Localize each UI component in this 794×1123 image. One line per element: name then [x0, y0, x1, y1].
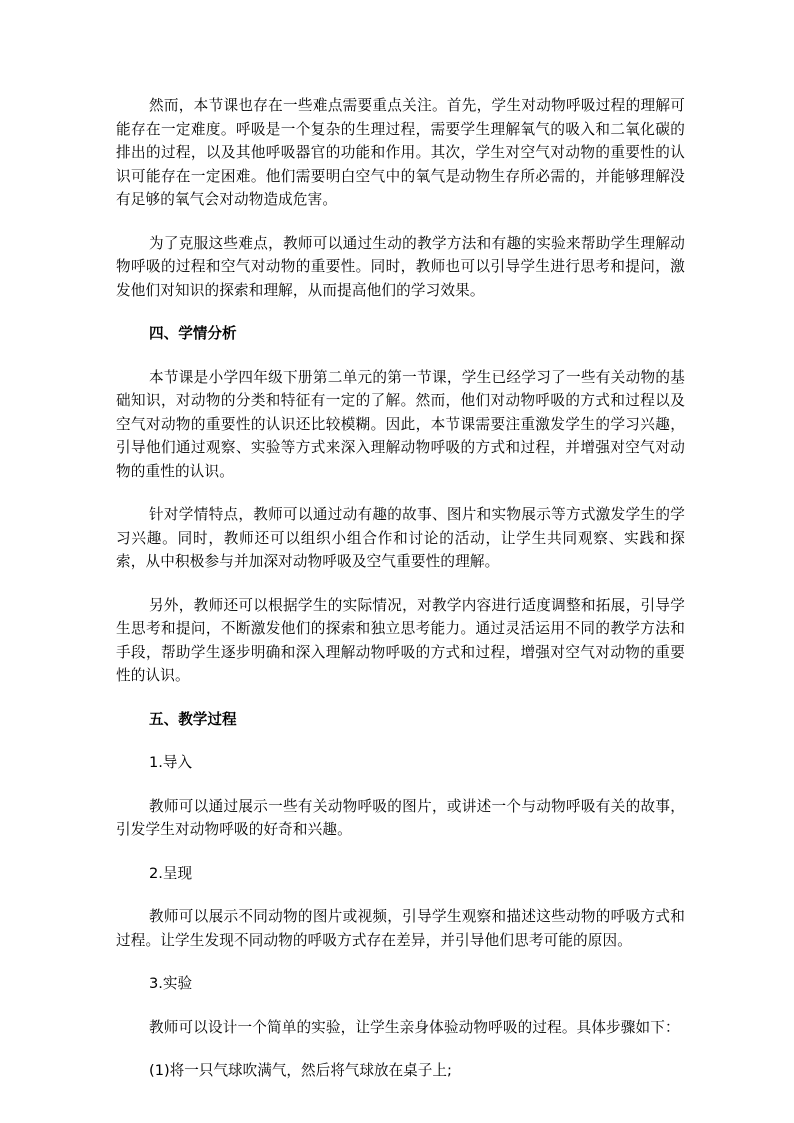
subheading-introduction: 1.导入 — [149, 754, 193, 771]
subheading-presentation: 2.呈现 — [149, 864, 193, 882]
subheading-experiment: 3.实验 — [149, 975, 193, 992]
paragraph-overcome-difficulties: 为了克服这些难点，教师可以通过生动的教学方法和有趣的实验来帮助学生理解动物呼吸的过程和空气对动物的重要性。同时，教师也可以引导学生进行思考和提问，激发他们对知识的探索和理解，从而提高他们的学习效果。 — [116, 234, 685, 299]
paragraph-learner-adjustment: 另外，教师还可以根据学生的实际情况，对教学内容进行适度调整和拓展，引导学生思考和提问，不断激发他们的探索和独立思考能力。通过灵活运用不同的教学方法和手段，帮助学生逐步明确和深入理解动物呼吸的方式和过程，增强对空气对动物的重要性的认识。 — [116, 596, 685, 684]
experiment-step-1: (1)将一只气球吹满气，然后将气球放在桌子上; — [149, 1062, 452, 1079]
paragraph-presentation: 教师可以展示不同动物的图片或视频，引导学生观察和描述这些动物的呼吸方式和过程。让学生发现不同动物的呼吸方式存在差异，并引导他们思考可能的原因。 — [116, 908, 685, 949]
paragraph-experiment: 教师可以设计一个简单的实验，让学生亲身体验动物呼吸的过程。具体步骤如下： — [149, 1018, 680, 1036]
paragraph-introduction: 教师可以通过展示一些有关动物呼吸的图片，或讲述一个与动物呼吸有关的故事，引发学生对动物呼吸的好奇和兴趣。 — [116, 797, 685, 838]
paragraph-difficulties: 然而，本节课也存在一些难点需要重点关注。首先，学生对动物呼吸过程的理解可能存在一定难度。呼吸是一个复杂的生理过程，需要学生理解氧气的吸入和二氧化碳的排出的过程，以及其他呼吸器官的功能和作用。其次，学生对空气对动物的重要性的认识可能存在一定困难。他们需要明白空气中的氧气是动物生存所必需的，并能够理解没有足够的氧气会对动物造成危害。 — [116, 97, 685, 208]
section-heading-learner-analysis: 四、学情分析 — [149, 325, 237, 342]
paragraph-learner-strategies: 针对学情特点，教师可以通过动有趣的故事、图片和实物展示等方式激发学生的学习兴趣。同时，教师还可以组织小组合作和讨论的活动，让学生共同观察、实践和探索，从中积极参与并加深对动物呼吸及空气重要性的理解。 — [116, 506, 685, 570]
paragraph-learner-background: 本节课是小学四年级下册第二单元的第一节课，学生已经学习了一些有关动物的基础知识，对动物的分类和特征有一定的了解。然而，他们对动物呼吸的方式和过程以及空气对动物的重要性的认识还比较模糊。因此，本节课需要注重激发学生的学习兴趣，引导他们通过观察、实验等方式来深入理解动物呼吸的方式和过程，并增强对空气对动物的重性的认识。 — [116, 368, 685, 480]
section-heading-teaching-process: 五、教学过程 — [149, 710, 237, 728]
